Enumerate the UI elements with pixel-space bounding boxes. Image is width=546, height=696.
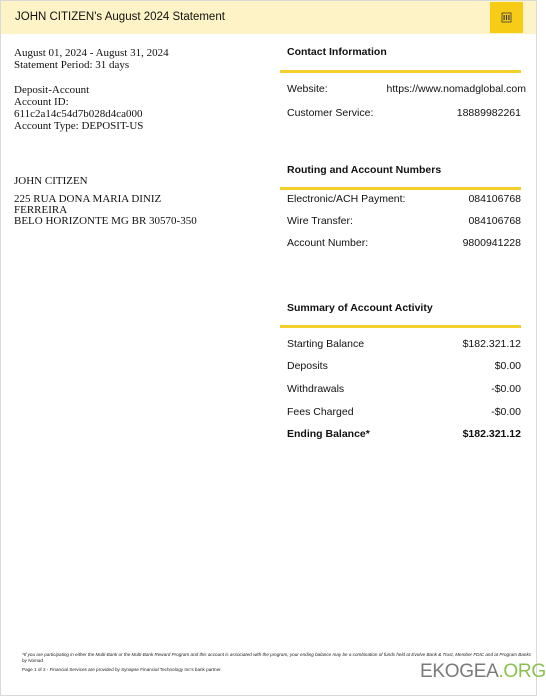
summary-section-title: Summary of Account Activity: [287, 302, 433, 314]
website-link[interactable]: https://www.nomadglobal.com: [386, 83, 526, 95]
contact-divider: [280, 70, 521, 73]
address-line2: FERREIRA: [14, 204, 68, 216]
summary-divider: [280, 325, 521, 328]
account-type: Account Type: DEPOSIT-US: [14, 120, 144, 132]
starting-balance-value: $182.321.12: [462, 338, 521, 350]
wire-value: 084106768: [468, 215, 521, 227]
customer-service-phone: 18889982261: [456, 107, 521, 119]
page-footer: Page 1 of 2 - Financial Services are provided by Synapse Financial Technology Inc's bank partner.: [22, 667, 222, 672]
routing-section-title: Routing and Account Numbers: [287, 164, 442, 176]
account-number-label: Account Number:: [287, 237, 369, 249]
statement-period-range: August 01, 2024 - August 31, 2024: [14, 47, 169, 59]
account-number-value: 9800941228: [462, 237, 521, 249]
watermark: [420, 661, 546, 683]
account-id-value: 611c2a14c54d7b028d4ca000: [14, 108, 143, 120]
deposits-label: Deposits: [287, 360, 328, 372]
deposits-value: $0.00: [494, 360, 521, 372]
fees-label: Fees Charged: [287, 406, 354, 418]
address-name: JOHN CITIZEN: [14, 175, 88, 187]
bank-logo-icon: [502, 13, 511, 22]
statement-header: [1, 1, 536, 34]
website-label: Website:: [287, 83, 328, 95]
fees-value: -$0.00: [491, 406, 521, 418]
wire-label: Wire Transfer:: [287, 215, 353, 227]
address-line1: 225 RUA DONA MARIA DINIZ: [14, 193, 162, 205]
routing-divider: [280, 187, 521, 190]
customer-service-label: Customer Service:: [287, 107, 374, 119]
starting-balance-label: Starting Balance: [287, 338, 365, 350]
account-name: Deposit-Account: [14, 84, 90, 96]
ending-balance-value: $182.321.12: [462, 428, 521, 440]
watermark-name: EKOGEA: [420, 661, 499, 682]
ending-balance-label: Ending Balance*: [287, 428, 370, 440]
withdrawals-label: Withdrawals: [287, 383, 345, 395]
bank-logo: [490, 2, 523, 33]
statement-title: JOHN CITIZEN's August 2024 Statement: [15, 11, 225, 23]
account-id-label: Account ID:: [14, 96, 69, 108]
address-line3: BELO HORIZONTE MG BR 30570-350: [14, 215, 197, 227]
ach-value: 084106768: [468, 193, 521, 205]
withdrawals-value: -$0.00: [491, 383, 521, 395]
footnote-disclaimer: *If you are participating in either the Multi-Bank or the Multi-Bank Reward Program and this account is associated with the program, your ending balance may be a combination of funds held at Evolve Bank & Trust, Member FDIC and at Program Banks by Nomad.: [22, 652, 532, 663]
statement-period-days: Statement Period: 31 days: [14, 59, 130, 71]
ach-label: Electronic/ACH Payment:: [287, 193, 406, 205]
contact-section-title: Contact Information: [287, 46, 387, 58]
watermark-domain: .ORG: [498, 661, 546, 682]
